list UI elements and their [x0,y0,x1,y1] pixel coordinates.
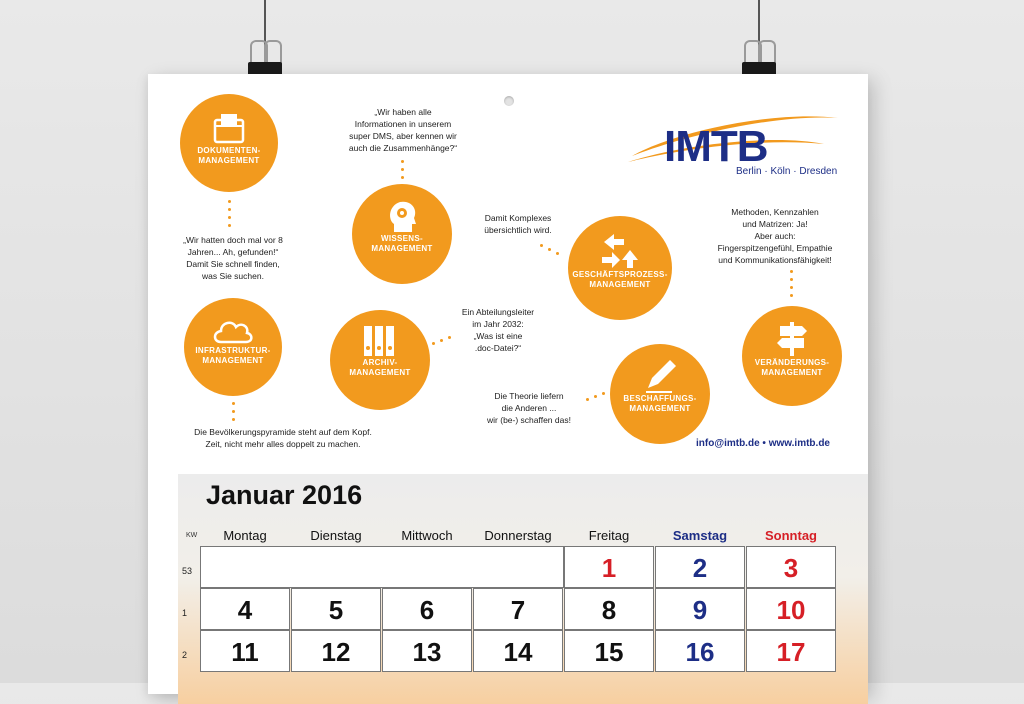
day-cell: 11 [200,630,290,672]
topic-infrastruktur-management [184,298,282,396]
topic-wissens-management [352,184,452,284]
topic-label: DOKUMENTEN- MANAGEMENT [197,146,261,165]
weekday-header: Freitag [588,528,630,543]
quote-dms: „Wir haben alle Informationen in unserem super DMS, aber kennen wir auch die Zusammenhänge?“ [348,107,458,153]
imtb-logo [624,104,844,184]
month-title: Januar 2016 [206,480,363,510]
day-cell-sunday: 10 [746,588,836,630]
topic-dokumenten-management [180,94,278,192]
weekday-header: Montag [223,528,267,543]
quote-found: „Wir hatten doch mal vor 8 Jahren... Ah, gefunden!“ Damit Sie schnell finden, was Sie suchen. [183,235,283,281]
week-number: 1 [182,608,188,618]
pen-icon [642,358,678,394]
weekday-header-saturday: Samstag [672,528,728,543]
logo-name: IMTB [664,122,768,171]
weekday-header: Dienstag [310,528,362,543]
day-cell-saturday: 9 [655,588,745,630]
topic-label: ARCHIV- MANAGEMENT [349,358,411,377]
logo-cities: Berlin · Köln · Dresden [736,166,838,177]
day-cell: 1 [564,546,654,588]
quote-complex: Damit Komplexes übersichtlich wird. [484,213,552,235]
day-cell-empty [200,546,564,588]
topic-label: BESCHAFFUNGS- MANAGEMENT [623,394,697,413]
cloud-icon [213,316,253,346]
topic-label: WISSENS- MANAGEMENT [371,234,433,253]
day-cell: 5 [291,588,381,630]
kw-header: KW [186,532,198,539]
folder-icon [211,110,247,146]
day-cell: 12 [291,630,381,672]
weekday-header: Mittwoch [401,528,453,543]
topic-label: GESCHÄFTSPROZESS- MANAGEMENT [572,270,668,289]
week-number: 53 [182,566,193,576]
topic-veraenderungs-management [742,306,842,406]
topic-beschaffungs-management [610,344,710,444]
quote-leader: Ein Abteilungsleiter im Jahr 2032: „Was ist eine .doc-Datei?“ [461,307,535,353]
day-cell-saturday: 16 [655,630,745,672]
day-cell: 13 [382,630,472,672]
weekday-header-sunday: Sonntag [765,528,817,543]
weekday-header: Donnerstag [484,528,552,543]
day-cell: 7 [473,588,563,630]
arrows-icon [600,230,640,270]
binders-icon [360,324,400,358]
day-cell: 4 [200,588,290,630]
quote-theory: Die Theorie liefern die Anderen ... wir (be-) schaffen das! [487,391,571,425]
day-cell: 14 [473,630,563,672]
calendar-month [178,474,868,704]
day-cell: 6 [382,588,472,630]
topic-label: VERÄNDERUNGS- MANAGEMENT [754,358,830,377]
hanging-hole [504,96,514,106]
signpost-icon [774,318,810,358]
day-cell: 15 [564,630,654,672]
topic-geschaeftsprozess-management [568,216,672,320]
head-gears-icon [384,198,420,234]
day-cell-saturday: 2 [655,546,745,588]
contact-line: info@imtb.de • www.imtb.de [696,438,830,449]
quote-methods: Methoden, Kennzahlen und Matrizen: Ja! Aber auch: Fingerspitzengefühl, Empathie und Kommunikationsfähigkeit! [717,207,833,265]
day-cell: 8 [564,588,654,630]
topic-archiv-management [330,310,430,410]
week-number: 2 [182,650,188,660]
topic-label: INFRASTRUKTUR- MANAGEMENT [195,346,271,365]
quote-pyramid: Die Bevölkerungspyramide steht auf dem Kopf. Zeit, nicht mehr alles doppelt zu machen. [194,427,372,449]
day-cell-sunday: 17 [746,630,836,672]
day-cell-sunday: 3 [746,546,836,588]
